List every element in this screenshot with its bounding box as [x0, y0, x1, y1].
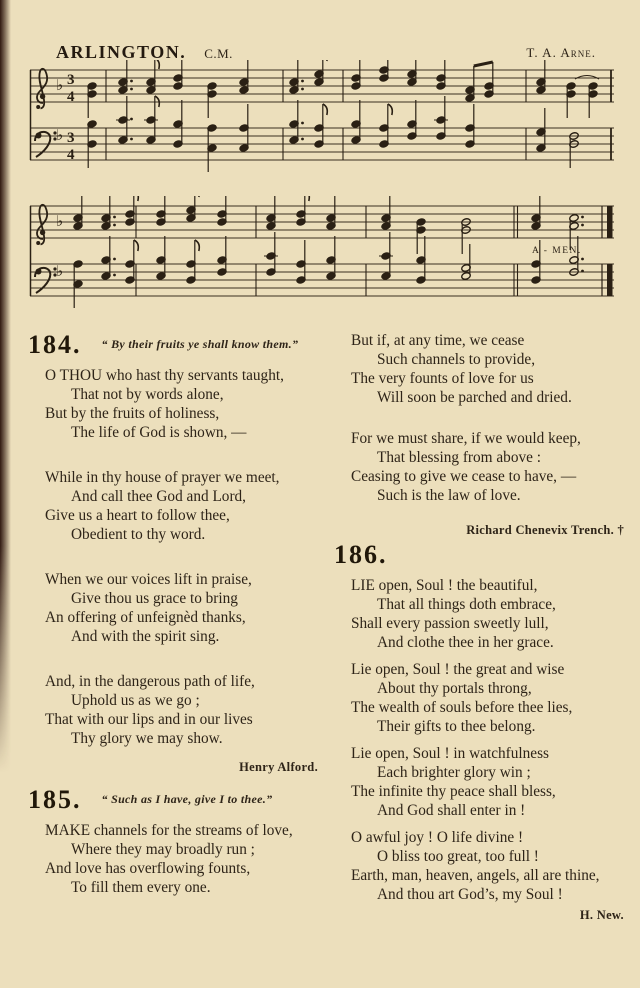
svg-text:♭: ♭: [56, 126, 64, 144]
stanza: [45, 366, 324, 442]
left-text-column: [28, 330, 324, 919]
stanza: [351, 331, 630, 407]
hymn-184-header: [28, 330, 324, 360]
verse-line: That all things doth embrace,: [377, 596, 556, 613]
hymn-186-header: [334, 540, 630, 570]
svg-text:♭: ♭: [56, 76, 64, 94]
right-text-column: [334, 331, 630, 925]
hymn-186-number: 186.: [334, 540, 388, 569]
hymn-185-stanzas-left: [28, 821, 324, 897]
verse-line: O THOU who hast thy servants taught,: [45, 367, 284, 384]
verse-line: Obedient to thy word.: [71, 526, 206, 543]
verse-line: O bliss too great, too full !: [377, 848, 539, 865]
verse-line: MAKE channels for the streams of love,: [45, 822, 293, 839]
verse-line: The wealth of souls before thee lies,: [351, 699, 573, 716]
hymn-184-epigraph: “ By their fruits ye shall know them.”: [101, 337, 299, 351]
verse-line: And, in the dangerous path of life,: [45, 673, 255, 690]
hymn-185-header: [28, 785, 324, 815]
verse-line: An offering of unfeignèd thanks,: [45, 609, 246, 626]
verse-line: Shall every passion sweetly lull,: [351, 615, 549, 632]
stanza: [45, 672, 324, 748]
hymn-186-stanzas: [334, 576, 630, 904]
hymn-185-epigraph: “ Such as I have, give I to thee.”: [101, 792, 273, 806]
verse-line: The infinite thy peace shall bless,: [351, 783, 556, 800]
composer-name: T. A. Arne.: [526, 45, 596, 60]
verse-line: Give us a heart to follow thee,: [45, 507, 230, 524]
svg-text:4: 4: [67, 147, 75, 163]
verse-line: About thy portals throng,: [377, 680, 532, 697]
attribution-henry-alford: Henry Alford.: [239, 760, 318, 774]
svg-text:♭: ♭: [56, 262, 64, 280]
verse-line: And thou art God’s, my Soul !: [377, 886, 563, 903]
svg-text:3: 3: [67, 130, 75, 146]
stanza: [351, 660, 630, 736]
verse-line: And call thee God and Lord,: [71, 488, 247, 505]
verse-line: Such is the law of love.: [377, 487, 521, 504]
svg-text:3: 3: [67, 72, 75, 88]
verse-line: The life of God is shown, —: [71, 424, 247, 441]
verse-line: Give thou us grace to bring: [71, 590, 238, 607]
hymn-184-number: 184.: [28, 330, 82, 359]
stanza: [45, 570, 324, 646]
verse-line: O awful joy ! O life divine !: [351, 829, 524, 846]
verse-line: But if, at any time, we cease: [351, 332, 525, 349]
stanza: [351, 744, 630, 820]
stanza: [45, 468, 324, 544]
verse-line: But by the fruits of holiness,: [45, 405, 220, 422]
stanza: [351, 576, 630, 652]
music-system-2: [26, 196, 618, 316]
verse-line: And love has overflowing founts,: [45, 860, 251, 877]
music-system-1: [26, 60, 618, 180]
verse-line: Uphold us as we go ;: [71, 692, 200, 709]
verse-line: Will soon be parched and dried.: [377, 389, 572, 406]
attribution-h-new: H. New.: [579, 908, 624, 922]
tune-name: ARLINGTON.: [56, 42, 187, 62]
verse-line: Thy glory we may show.: [71, 730, 223, 747]
attribution-richard-chenevix-trench: Richard Chenevix Trench. †: [466, 523, 624, 537]
svg-text:♭: ♭: [56, 212, 64, 230]
verse-line: Lie open, Soul ! the great and wise: [351, 661, 565, 678]
verse-line: For we must share, if we would keep,: [351, 430, 581, 447]
verse-line: Lie open, Soul ! in watchfulness: [351, 745, 549, 762]
svg-text:4: 4: [67, 89, 75, 105]
verse-line: And clothe thee in her grace.: [377, 634, 554, 651]
verse-line: To fill them every one.: [71, 879, 211, 896]
meter-label: C.M.: [204, 46, 233, 61]
verse-line: Where they may broadly run ;: [71, 841, 255, 858]
stanza: [351, 429, 630, 505]
verse-line: And God shall enter in !: [377, 802, 526, 819]
hymn-185-number: 185.: [28, 785, 82, 814]
verse-line: Their gifts to thee belong.: [377, 718, 536, 735]
verse-line: That not by words alone,: [71, 386, 224, 403]
stanza: [45, 821, 324, 897]
verse-line: And with the spirit sing.: [71, 628, 220, 645]
verse-line: The very founts of love for us: [351, 370, 534, 387]
amen-label: A - MEN.: [532, 246, 582, 256]
hymn-184-stanzas: [28, 366, 324, 748]
verse-line: That with our lips and in our lives: [45, 711, 253, 728]
verse-line: That blessing from above :: [377, 449, 541, 466]
verse-line: Earth, man, heaven, angels, all are thine,: [351, 867, 600, 884]
stanza: [351, 828, 630, 904]
hymn-185-stanzas-right: [334, 331, 630, 505]
verse-line: Ceasing to give we cease to have, —: [351, 468, 577, 485]
book-gutter-shadow: [0, 0, 11, 780]
verse-line: Such channels to provide,: [377, 351, 536, 368]
verse-line: LIE open, Soul ! the beautiful,: [351, 577, 538, 594]
verse-line: When we our voices lift in praise,: [45, 571, 252, 588]
verse-line: While in thy house of prayer we meet,: [45, 469, 280, 486]
verse-line: Each brighter glory win ;: [377, 764, 531, 781]
